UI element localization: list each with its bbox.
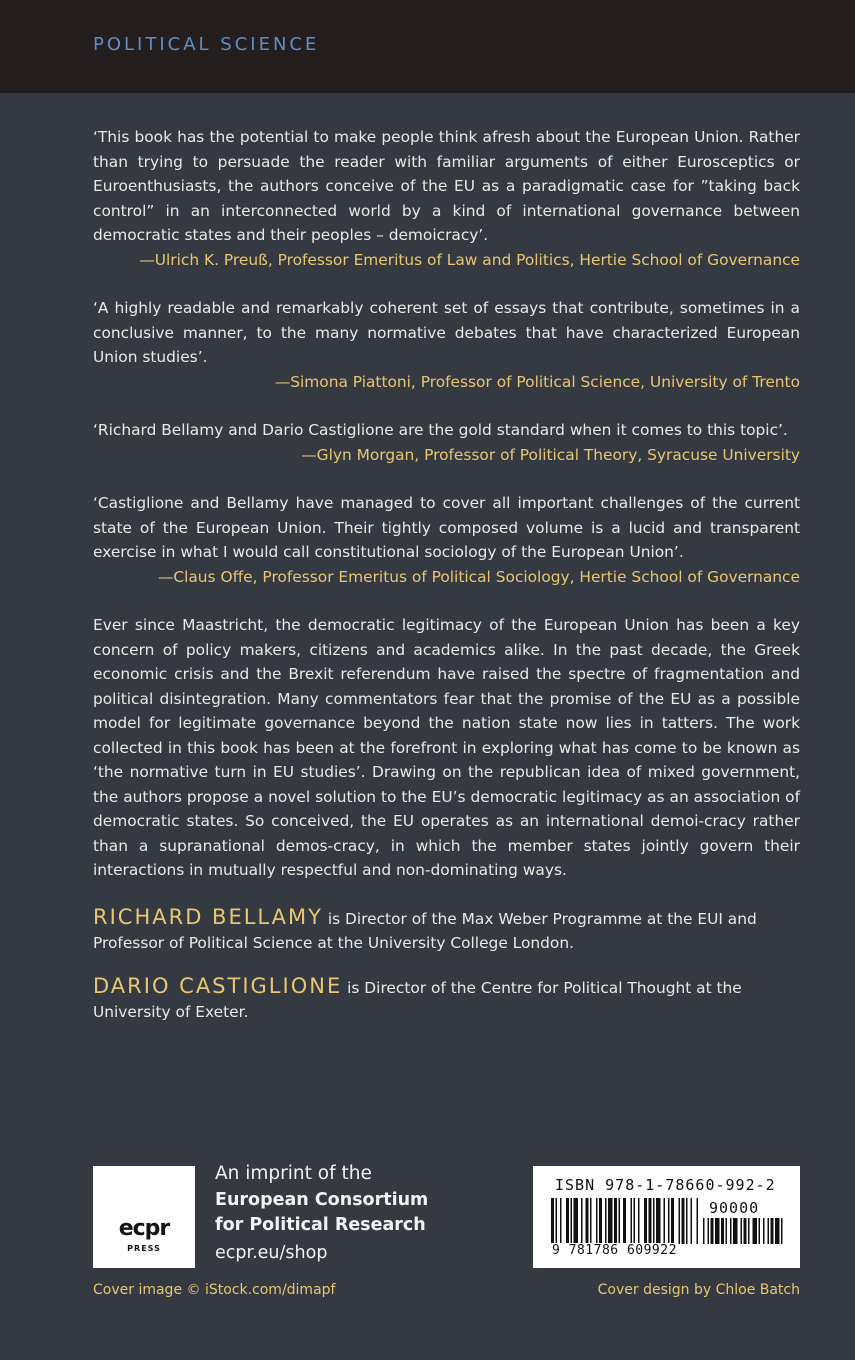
cover-image-credit: Cover image © iStock.com/dimapf (93, 1282, 336, 1298)
author-bio (93, 905, 800, 956)
logo-subtext: PRESS (127, 1244, 161, 1253)
endorsement-quote (93, 296, 800, 394)
category-label: POLITICAL SCIENCE (93, 34, 320, 55)
price-code: 90000 (709, 1199, 760, 1217)
imprint-line: An imprint of the (215, 1163, 372, 1184)
quote-text: ‘A highly readable and remarkably coherent set of essays that contribute, sometimes in a conclusive manner, to the many normative debates that have characterized European Union studies’. (93, 299, 800, 366)
quote-attribution: —Ulrich K. Preuß, Professor Emeritus of Law and Politics, Hertie School of Governance (139, 250, 800, 269)
quote-text: ‘Castiglione and Bellamy have managed to cover all important challenges of the current state of the European Union. Their tightly composed volume is a lucid and transparent exercise in what I would call constitutional sociology of the European Union’. (93, 494, 800, 561)
quote-attribution: —Claus Offe, Professor Emeritus of Political Sociology, Hertie School of Governance (157, 567, 800, 586)
ecpr-press-logo (93, 1166, 195, 1268)
book-description: Ever since Maastricht, the democratic legitimacy of the European Union has been a key concern of policy makers, citizens and academics alike. In the past decade, the Greek economic crisis and the Brexit referendum have raised the spectre of fragmentation and political disintegration. Many commentators fear that the promise of the EU as a possible model for legitimate governance beyond the nation state now lies in tatters. The work collected in this book has been at the forefront in exploring what has come to be known as ‘the normative turn in EU studies’. Drawing on the republican idea of mixed government, the authors propose a novel solution to the EU’s democratic legitimacy as an association of democratic states. So conceived, the EU operates as an international demoi-cracy rather than a supranational demos-cracy, in which the member states jointly govern their interactions in mutually respectful and non-dominating ways. (93, 616, 800, 879)
endorsement-quote (93, 125, 800, 272)
cover-design-credit: Cover design by Chloe Batch (597, 1282, 800, 1298)
author-name: RICHARD BELLAMY (93, 904, 323, 929)
quote-text: ‘Richard Bellamy and Dario Castiglione are the gold standard when it comes to this topic’. (93, 421, 788, 439)
author-name: DARIO CASTIGLIONE (93, 973, 343, 998)
isbn-label: ISBN 978-1-78660-992-2 (555, 1176, 776, 1194)
publisher-imprint (215, 1160, 428, 1268)
ean-digits: 9 781786 609922 (552, 1243, 677, 1258)
back-cover-text (93, 125, 800, 1043)
category-banner (0, 0, 855, 93)
endorsement-quote (93, 418, 800, 467)
isbn-barcode (533, 1166, 800, 1268)
publisher-name-line2: for Political Research (215, 1215, 426, 1235)
quote-attribution: —Glyn Morgan, Professor of Political Theory, Syracuse University (301, 445, 800, 464)
publisher-url[interactable]: ecpr.eu/shop (215, 1243, 328, 1263)
logo-wordmark: ecpr (118, 1216, 170, 1241)
author-bio-text: is Director of the Centre for Political Thought at the University of Exeter. (93, 978, 742, 1021)
endorsement-quote (93, 491, 800, 589)
author-bio-text: is Director of the Max Weber Programme at the EUI and Professor of Political Science at the University College London. (93, 909, 757, 952)
publisher-name-line1: European Consortium (215, 1190, 429, 1210)
author-bio (93, 974, 800, 1025)
quote-text: ‘This book has the potential to make people think afresh about the European Union. Rather than trying to persuade the reader with familiar arguments of either Eurosceptics or Euroenthusiasts, the authors conceive of the EU as a paradigmatic case for ”taking back control” in an interconnected world by a kind of international governance between democratic states and their peoples – demoicracy’. (93, 128, 800, 244)
quote-attribution: —Simona Piattoni, Professor of Political Science, University of Trento (274, 372, 800, 391)
